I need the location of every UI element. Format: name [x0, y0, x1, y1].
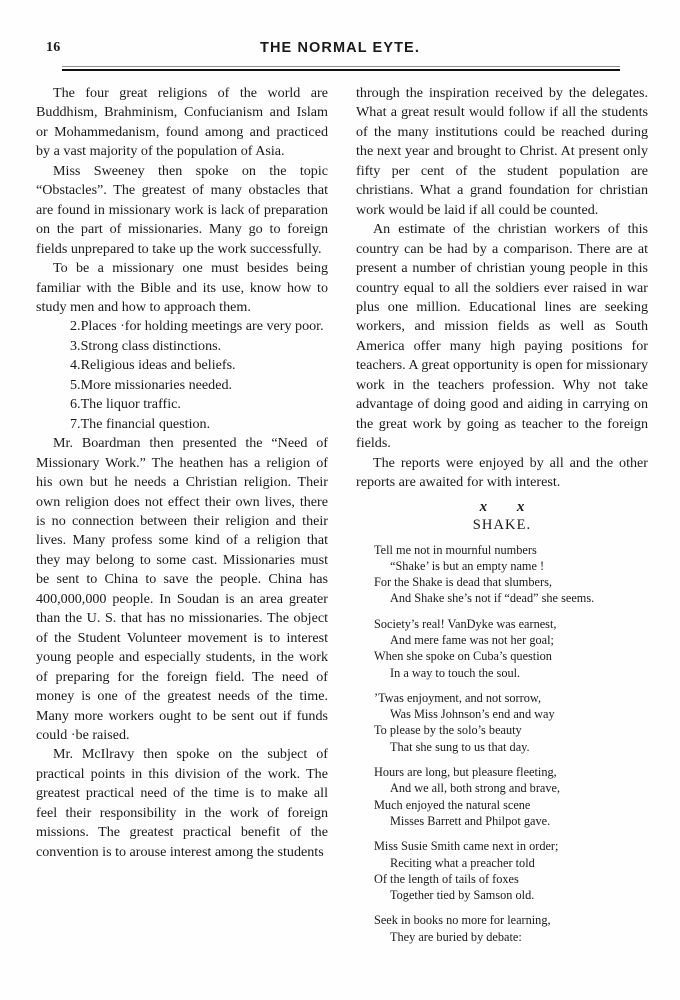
two-column-body — [36, 84, 648, 984]
paragraph: An estimate of the christian workers of this country can be had by a comparison. There are at present a number of christian young people in this country equal to all the soldiers ever raised in war plus one million. Educational lines are seeking workers, and mission fields as well as South America offer many high paying positions for teachers. A great opportunity is open for missionary work in the teachers profession. Why not take advantage of doing good and aiding in carrying on the great work by going as teacher to the foreign fields. — [356, 221, 648, 452]
numbered-list-item — [36, 337, 328, 356]
poem-line: To please by the solo’s beauty — [374, 723, 522, 738]
list-item-text: The liquor traffic. — [80, 396, 181, 413]
poem-stanza — [356, 912, 648, 945]
list-item-number: 6. — [70, 396, 81, 413]
page-number: 16 — [46, 40, 61, 55]
poem-line: Much enjoyed the natural scene — [374, 797, 531, 812]
poem-line: Society’s real! VanDyke was earnest, — [374, 616, 557, 631]
paragraph: Mr. McIlravy then spoke on the subject of practical points in this division of the work. The greatest practical need of the time is to make all feel their responsibility in the work of foreign missions. The greatest practical benefit of the convention is to arouse interest among the students — [36, 746, 328, 860]
poem-line: Was Miss Johnson’s end and way — [390, 707, 555, 722]
running-head — [46, 40, 634, 62]
rule-thick — [62, 69, 620, 71]
poem-line: In a way to touch the soul. — [390, 665, 521, 680]
poem-line: ’Twas enjoyment, and not sorrow, — [374, 690, 542, 705]
poem-line: Miss Susie Smith came next in order; — [374, 839, 559, 854]
list-item-text: Strong class distinctions. — [80, 337, 222, 354]
list-item-text: The financial question. — [80, 415, 211, 432]
list-item-text: Places ·for holding meetings are very poor. — [80, 318, 324, 335]
numbered-list-item — [36, 317, 328, 336]
poem-line: Reciting what a preacher told — [390, 855, 535, 870]
poem-line: Of the length of tails of foxes — [374, 871, 519, 886]
poem-stanza — [356, 838, 648, 903]
list-item-number: 3. — [70, 337, 81, 354]
left-column — [36, 84, 328, 984]
poem-line: And mere fame was not her goal; — [390, 633, 554, 647]
paragraph: through the inspiration received by the delegates. What a great result would follow if all the students of the many institutions could be reached during the next year and brought to Christ. At present only fifty per cent of the student population are christians. What a grand foundation for christian work would be laid if all could be counted. — [356, 85, 648, 218]
poem-line: That she sung to us that day. — [390, 739, 530, 754]
numbered-list-item — [36, 415, 328, 434]
list-item-number: 2. — [70, 318, 81, 335]
rule-thin — [62, 66, 620, 67]
poem-line: For the Shake is dead that slumbers, — [374, 575, 552, 590]
poem-line: Tell me not in mournful numbers — [374, 542, 537, 557]
poem-line: Seek in books no more for learning, — [374, 913, 551, 928]
poem-stanza — [356, 690, 648, 755]
paragraph: The reports were enjoyed by all and the other reports are awaited for with interest. — [356, 454, 648, 491]
right-column — [356, 84, 648, 984]
poem-stanza — [356, 764, 648, 829]
list-item-number: 5. — [70, 376, 81, 393]
poem-line: Hours are long, but pleasure fleeting, — [374, 765, 557, 780]
paragraph: Miss Sweeney then spoke on the topic “Obstacles”. The greatest of many obstacles that are found in missionary work is lack of preparation on the part of missionaries. Many go to foreign fields unprepared to take up the work successfully. — [36, 162, 328, 257]
poem-line: “Shake’ is but an empty name ! — [390, 558, 545, 573]
list-item-number: 7. — [70, 415, 81, 432]
section-ornament-icon: x x — [479, 498, 538, 515]
poem-line: Misses Barrett and Philpot gave. — [390, 813, 551, 828]
list-item-number: 4. — [70, 357, 81, 374]
poem-line: They are buried by debate: — [390, 929, 522, 944]
paragraph: Mr. Boardman then presented the “Need of Missionary Work.” The heathen has a religion of his own but he needs a Christian religion. Their own religion does not effect their own lives, there is no connection between their religion and their lives. Many profess some kind of a religion that they may belong to some cast. Missionaries must be sent to China to save the people. China has 400,000,000 people. In Soudan is an area greater than the U. S. that has no missionaries. The object of the Student Volunteer movement is to interest young people and especially students, in the work of preparing for the foreign field. The need of money is one of the greatest needs of the time. Many more workers ought to be sent out if funds could ·be raised. — [36, 435, 328, 743]
list-item-text: More missionaries needed. — [80, 376, 233, 393]
list-item-text: Religious ideas and beliefs. — [80, 357, 236, 374]
poem-line: When she spoke on Cuba’s question — [374, 649, 552, 664]
numbered-list-item — [36, 356, 328, 375]
poem-stanza — [356, 616, 648, 681]
poem-line: And Shake she’s not if “dead” she seems. — [390, 591, 595, 606]
poem-line: And we all, both strong and brave, — [390, 781, 561, 796]
numbered-list-item — [36, 395, 328, 414]
poem-title: SHAKE. — [472, 516, 532, 533]
paragraph: The four great religions of the world are Buddhism, Brahminism, Confucianism and Islam or Mohammedanism, found among and practiced by a vast majority of the population of Asia. — [36, 85, 328, 160]
poem-stanza — [356, 542, 648, 607]
paragraph: To be a missionary one must besides being familiar with the Bible and its use, know how to study men and how to approach them. — [36, 260, 328, 315]
header-double-rule — [62, 66, 620, 73]
poem-line: Together tied by Samson old. — [390, 888, 535, 903]
numbered-list-item — [36, 376, 328, 395]
publication-title: THE NORMAL EYTE. — [260, 40, 420, 56]
